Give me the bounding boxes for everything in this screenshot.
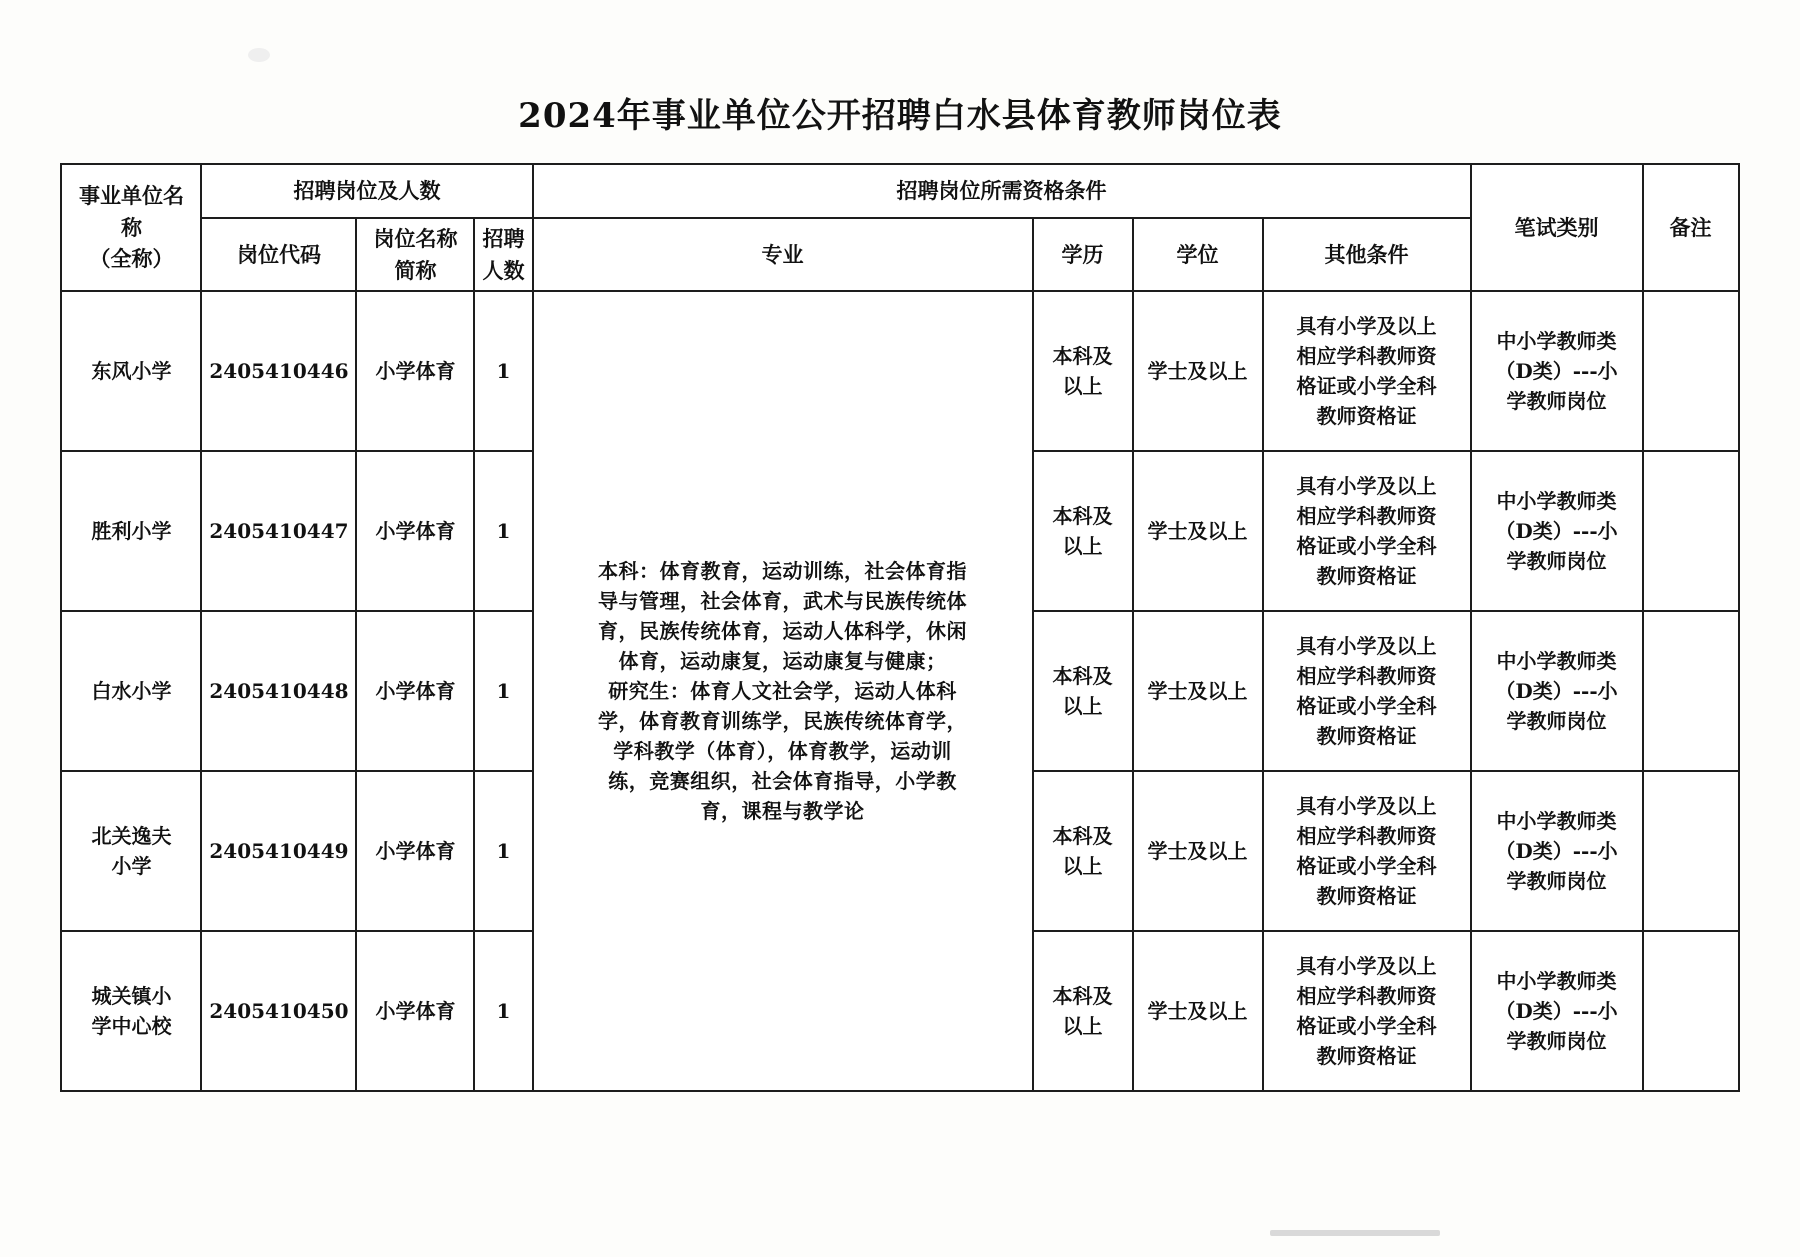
cell-code: 2405410447 xyxy=(201,451,356,611)
cell-code: 2405410446 xyxy=(201,291,356,451)
recruitment-table xyxy=(60,163,1739,1092)
header-unit xyxy=(61,164,201,291)
cell-post-name: 小学体育 xyxy=(356,611,474,771)
major-line: 育，民族传统体育，运动人体科学，休闲 xyxy=(598,619,967,643)
other-line: 格证或小学全科 xyxy=(1296,694,1437,718)
cell-code: 2405410448 xyxy=(201,611,356,771)
table-body xyxy=(61,291,1738,1091)
major-line: 练，竞赛组织，社会体育指导，小学教 xyxy=(608,769,957,793)
education-line1: 本科及 xyxy=(1052,824,1113,848)
cell-post-name: 小学体育 xyxy=(356,931,474,1091)
other-line: 教师资格证 xyxy=(1316,564,1417,588)
cell-exam-type xyxy=(1471,291,1643,451)
major-line: 导与管理，社会体育，武术与民族传统体 xyxy=(598,589,967,613)
exam-line: 中小学教师类 xyxy=(1496,329,1617,353)
cell-remark xyxy=(1643,931,1739,1091)
exam-line: 学教师岗位 xyxy=(1506,1029,1607,1053)
other-line: 具有小学及以上 xyxy=(1296,954,1437,978)
cell-other xyxy=(1263,931,1471,1091)
cell-degree: 学士及以上 xyxy=(1133,451,1263,611)
cell-exam-type xyxy=(1471,611,1643,771)
education-line1: 本科及 xyxy=(1052,664,1113,688)
education-line2: 以上 xyxy=(1062,534,1103,558)
cell-other xyxy=(1263,611,1471,771)
header-exam-type: 笔试类别 xyxy=(1471,164,1643,291)
cell-code: 2405410450 xyxy=(201,931,356,1091)
other-line: 具有小学及以上 xyxy=(1296,794,1437,818)
header-count-line1: 招聘 xyxy=(482,226,525,251)
cell-unit: 东风小学 xyxy=(61,291,201,451)
header-remark: 备注 xyxy=(1643,164,1739,291)
header-unit-line1: 事业单位名 xyxy=(78,183,184,209)
other-line: 相应学科教师资 xyxy=(1296,504,1437,528)
cell-unit xyxy=(61,771,201,931)
other-line: 教师资格证 xyxy=(1316,1044,1417,1068)
exam-line: （D类）---小 xyxy=(1495,999,1618,1023)
cell-count: 1 xyxy=(474,771,532,931)
education-line2: 以上 xyxy=(1062,694,1103,718)
other-line: 格证或小学全科 xyxy=(1296,854,1437,878)
header-group-qualification: 招聘岗位所需资格条件 xyxy=(533,164,1471,218)
header-degree: 学位 xyxy=(1133,218,1263,291)
header-education: 学历 xyxy=(1033,218,1133,291)
cell-exam-type xyxy=(1471,771,1643,931)
other-line: 相应学科教师资 xyxy=(1296,344,1437,368)
cell-degree: 学士及以上 xyxy=(1133,931,1263,1091)
scan-artifact xyxy=(248,48,270,62)
exam-line: 中小学教师类 xyxy=(1496,649,1617,673)
header-post-name-line1: 岗位名称 xyxy=(373,226,458,251)
cell-exam-type xyxy=(1471,931,1643,1091)
cell-remark xyxy=(1643,611,1739,771)
exam-line: （D类）---小 xyxy=(1495,359,1618,383)
exam-line: 学教师岗位 xyxy=(1506,709,1607,733)
other-line: 相应学科教师资 xyxy=(1296,824,1437,848)
other-line: 格证或小学全科 xyxy=(1296,374,1437,398)
cell-count: 1 xyxy=(474,291,532,451)
unit-line1: 城关镇小 xyxy=(91,984,172,1008)
header-post-name-line2: 简称 xyxy=(394,257,437,283)
other-line: 格证或小学全科 xyxy=(1296,534,1437,558)
header-unit-line3: （全称） xyxy=(89,246,174,272)
cell-unit xyxy=(61,931,201,1091)
education-line2: 以上 xyxy=(1062,1014,1103,1038)
cell-count: 1 xyxy=(474,931,532,1091)
major-line: 研究生：体育人文社会学，运动人体科 xyxy=(608,679,957,703)
major-line: 体育，运动康复，运动康复与健康； xyxy=(618,649,947,673)
cell-post-name: 小学体育 xyxy=(356,451,474,611)
table-row xyxy=(61,291,1738,451)
header-code: 岗位代码 xyxy=(201,218,356,291)
other-line: 具有小学及以上 xyxy=(1296,474,1437,498)
cell-education xyxy=(1033,291,1133,451)
page-footer-artifact xyxy=(1270,1230,1440,1236)
cell-count: 1 xyxy=(474,611,532,771)
cell-count: 1 xyxy=(474,451,532,611)
cell-remark xyxy=(1643,451,1739,611)
cell-degree: 学士及以上 xyxy=(1133,611,1263,771)
header-count xyxy=(474,218,532,291)
major-line: 学科教学（体育），体育教学，运动训 xyxy=(613,739,952,763)
education-line2: 以上 xyxy=(1062,854,1103,878)
cell-post-name: 小学体育 xyxy=(356,771,474,931)
cell-remark xyxy=(1643,291,1739,451)
education-line1: 本科及 xyxy=(1052,984,1113,1008)
unit-line2: 小学 xyxy=(111,854,152,878)
cell-other xyxy=(1263,291,1471,451)
header-major: 专业 xyxy=(533,218,1033,291)
other-line: 相应学科教师资 xyxy=(1296,984,1437,1008)
cell-degree: 学士及以上 xyxy=(1133,291,1263,451)
cell-unit: 胜利小学 xyxy=(61,451,201,611)
cell-major xyxy=(533,291,1033,1091)
cell-exam-type xyxy=(1471,451,1643,611)
education-line1: 本科及 xyxy=(1052,504,1113,528)
exam-line: （D类）---小 xyxy=(1495,839,1618,863)
exam-line: 学教师岗位 xyxy=(1506,869,1607,893)
exam-line: 学教师岗位 xyxy=(1506,389,1607,413)
other-line: 教师资格证 xyxy=(1316,884,1417,908)
cell-education xyxy=(1033,451,1133,611)
exam-line: 中小学教师类 xyxy=(1496,489,1617,513)
unit-line2: 学中心校 xyxy=(91,1014,172,1038)
header-post-name xyxy=(356,218,474,291)
table-header xyxy=(61,164,1738,291)
other-line: 具有小学及以上 xyxy=(1296,634,1437,658)
cell-code: 2405410449 xyxy=(201,771,356,931)
cell-remark xyxy=(1643,771,1739,931)
other-line: 教师资格证 xyxy=(1316,724,1417,748)
header-row-group xyxy=(61,164,1738,218)
other-line: 具有小学及以上 xyxy=(1296,314,1437,338)
unit-line1: 北关逸夫 xyxy=(91,824,172,848)
exam-line: （D类）---小 xyxy=(1495,519,1618,543)
header-group-post: 招聘岗位及人数 xyxy=(201,164,532,218)
cell-post-name: 小学体育 xyxy=(356,291,474,451)
exam-line: 中小学教师类 xyxy=(1496,969,1617,993)
exam-line: （D类）---小 xyxy=(1495,679,1618,703)
exam-line: 学教师岗位 xyxy=(1506,549,1607,573)
major-line: 育，课程与教学论 xyxy=(700,799,865,823)
major-line: 本科：体育教育，运动训练，社会体育指 xyxy=(598,559,967,583)
header-other: 其他条件 xyxy=(1263,218,1471,291)
cell-education xyxy=(1033,611,1133,771)
other-line: 相应学科教师资 xyxy=(1296,664,1437,688)
header-count-line2: 人数 xyxy=(482,257,525,283)
education-line2: 以上 xyxy=(1062,374,1103,398)
education-line1: 本科及 xyxy=(1052,344,1113,368)
page-title: 2024年事业单位公开招聘白水县体育教师岗位表 xyxy=(518,96,1282,136)
other-line: 格证或小学全科 xyxy=(1296,1014,1437,1038)
header-unit-line2: 称 xyxy=(120,214,142,240)
cell-education xyxy=(1033,771,1133,931)
major-line: 学，体育教育训练学，民族传统体育学， xyxy=(598,709,967,733)
cell-other xyxy=(1263,771,1471,931)
cell-unit: 白水小学 xyxy=(61,611,201,771)
cell-education xyxy=(1033,931,1133,1091)
cell-degree: 学士及以上 xyxy=(1133,771,1263,931)
cell-other xyxy=(1263,451,1471,611)
exam-line: 中小学教师类 xyxy=(1496,809,1617,833)
other-line: 教师资格证 xyxy=(1316,404,1417,428)
